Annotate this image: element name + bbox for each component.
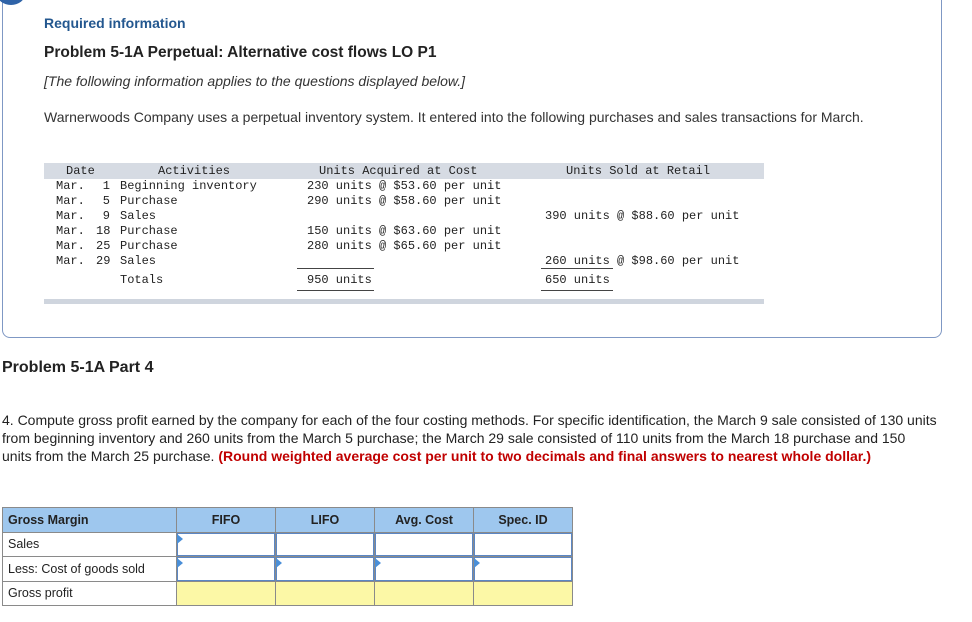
totals-sold: 650 units — [545, 273, 610, 287]
input-marker-icon — [177, 558, 183, 568]
row-activity: Purchase — [120, 224, 178, 238]
required-info-label: Required information — [44, 15, 186, 31]
col-spec-id: Spec. ID — [474, 508, 573, 533]
sales-fifo-cell[interactable] — [177, 532, 276, 557]
row-activity: Beginning inventory — [120, 179, 257, 193]
row-sold: 260 units @ $98.60 per unit — [545, 254, 740, 268]
row-sold: 390 units @ $88.60 per unit — [545, 209, 740, 223]
sales-spec-cell[interactable] — [474, 532, 573, 557]
cogs-lifo-cell[interactable] — [276, 557, 375, 582]
row-month: Mar. — [56, 239, 85, 253]
cogs-fifo-input[interactable] — [177, 557, 275, 581]
col-fifo: FIFO — [177, 508, 276, 533]
sales-fifo-input[interactable] — [177, 533, 275, 557]
row-acquired: 280 units @ $65.60 per unit — [307, 239, 502, 253]
row-day: 29 — [96, 254, 111, 268]
row-month: Mar. — [56, 179, 85, 193]
table-row-gross-profit — [3, 581, 573, 606]
transactions-bottom-bar — [44, 299, 764, 304]
row-acquired: 290 units @ $58.60 per unit — [307, 194, 502, 208]
row-month: Mar. — [56, 209, 85, 223]
table-row-cogs — [3, 557, 573, 582]
row-activity: Purchase — [120, 194, 178, 208]
question-text — [2, 411, 937, 465]
sales-lifo-input[interactable] — [276, 533, 374, 557]
row-day: 25 — [96, 239, 111, 253]
input-marker-icon — [474, 558, 480, 568]
row-month: Mar. — [56, 194, 85, 208]
col-lifo: LIFO — [276, 508, 375, 533]
header-units-sold: Units Sold at Retail — [566, 164, 711, 178]
sales-avg-input[interactable] — [375, 533, 473, 557]
input-marker-icon — [276, 558, 282, 568]
row-activity: Sales — [120, 254, 157, 268]
row-month: Mar. — [56, 254, 85, 268]
applies-note: [The following information applies to the questions displayed below.] — [44, 73, 466, 89]
row-day: 9 — [102, 209, 110, 223]
row-label-cogs: Less: Cost of goods sold — [3, 557, 177, 582]
input-marker-icon — [177, 534, 183, 544]
sold-total-rule — [541, 268, 613, 269]
cogs-avg-cell[interactable] — [375, 557, 474, 582]
sales-lifo-cell[interactable] — [276, 532, 375, 557]
header-activities: Activities — [158, 164, 231, 178]
input-marker-icon — [375, 558, 381, 568]
row-day: 1 — [102, 179, 110, 193]
cogs-avg-input[interactable] — [375, 557, 473, 581]
sales-avg-cell[interactable] — [375, 532, 474, 557]
cogs-spec-cell[interactable] — [474, 557, 573, 582]
row-month: Mar. — [56, 224, 85, 238]
acquired-total-rule — [297, 268, 374, 269]
sales-spec-input[interactable] — [474, 533, 572, 557]
row-activity: Purchase — [120, 239, 178, 253]
gross-margin-table — [2, 507, 573, 606]
row-activity: Sales — [120, 209, 157, 223]
rounding-note: (Round weighted average cost per unit to two decimals and final answers to nearest whole dollar.) — [218, 448, 872, 464]
gross-profit-spec-cell — [474, 581, 573, 606]
problem-title: Problem 5-1A Perpetual: Alternative cost flows LO P1 — [44, 44, 437, 61]
row-acquired: 230 units @ $53.60 per unit — [307, 179, 502, 193]
row-acquired: 150 units @ $63.60 per unit — [307, 224, 502, 238]
cogs-lifo-input[interactable] — [276, 557, 374, 581]
acquired-total-rule-bottom — [297, 290, 374, 291]
cogs-fifo-cell[interactable] — [177, 557, 276, 582]
info-badge-icon — [0, 0, 25, 5]
gross-profit-lifo-cell — [276, 581, 375, 606]
row-label-gross-profit: Gross profit — [3, 581, 177, 606]
question-main: 4. Compute gross profit earned by the company for each of the four costing methods. For specific identification, the March 9 sale consisted of 130 units from beginning inventory and 260 units from the March 5 purchase; the March 29 sale consisted of 110 units from the March 18 purchase and 150 units from the March 25 purchase. — [2, 412, 937, 464]
part-title: Problem 5-1A Part 4 — [2, 359, 154, 376]
cogs-spec-input[interactable] — [474, 557, 572, 581]
col-gross-margin: Gross Margin — [3, 508, 177, 533]
header-date: Date — [66, 164, 95, 178]
table-header-row — [3, 508, 573, 533]
table-row-sales — [3, 532, 573, 557]
totals-label: Totals — [120, 273, 164, 287]
intro-paragraph: Warnerwoods Company uses a perpetual inventory system. It entered into the following purchases and sales transactions for March. — [44, 109, 864, 125]
gross-profit-avg-cell — [375, 581, 474, 606]
row-day: 18 — [96, 224, 111, 238]
header-units-acquired: Units Acquired at Cost — [319, 164, 478, 178]
row-day: 5 — [102, 194, 110, 208]
totals-acquired: 950 units — [307, 273, 372, 287]
sold-total-rule-bottom — [541, 290, 613, 291]
row-label-sales: Sales — [3, 532, 177, 557]
col-avg-cost: Avg. Cost — [375, 508, 474, 533]
gross-profit-fifo-cell — [177, 581, 276, 606]
